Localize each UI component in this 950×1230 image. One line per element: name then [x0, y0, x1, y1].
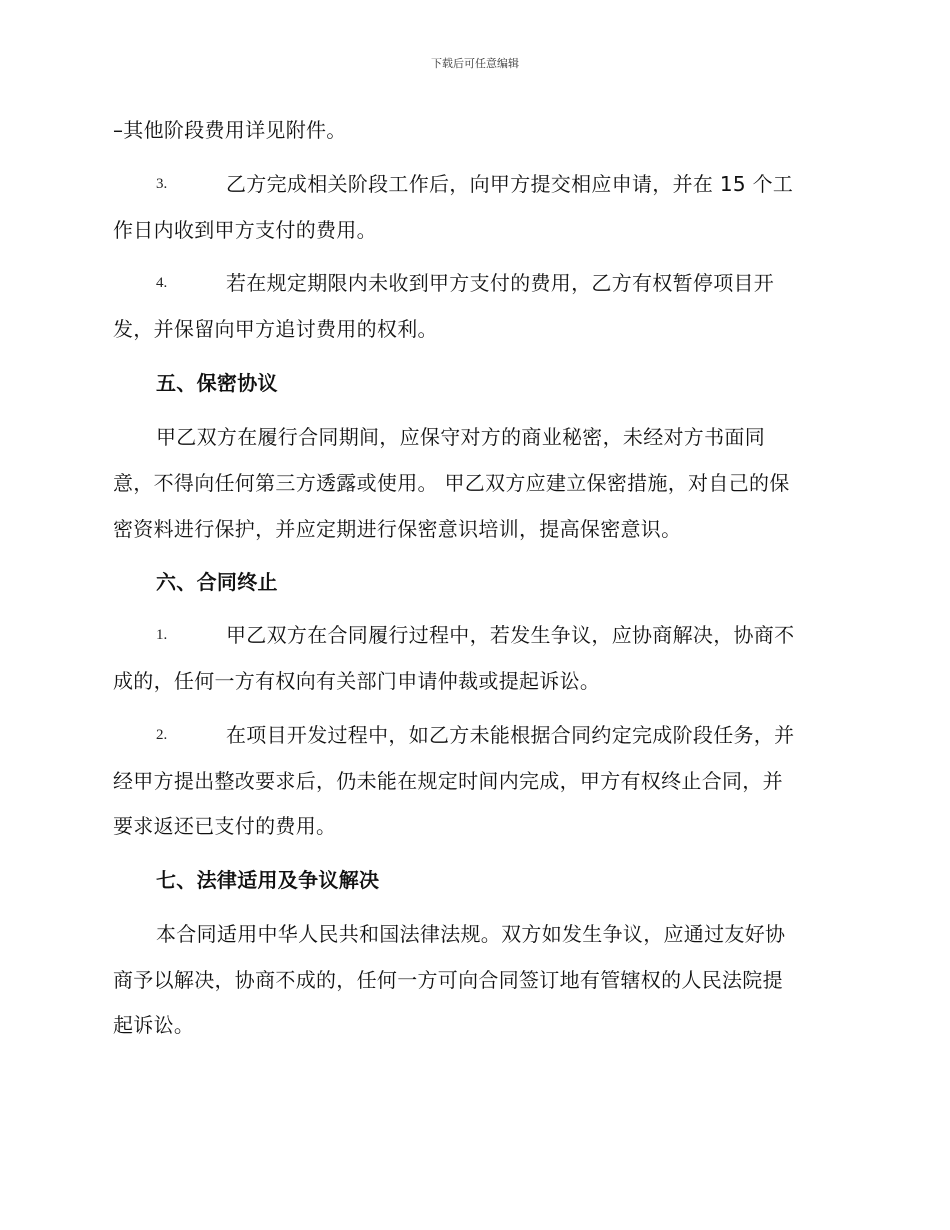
paragraph-line: 成的，任何一方有权向有关部门申请仲裁或提起诉讼。: [113, 669, 601, 693]
paragraph-line: 商予以解决，协商不成的，任何一方可向合同签订地有管辖权的人民法院提: [113, 968, 783, 992]
paragraph-line: 乙方完成相关阶段工作后，向甲方提交相应申请，并在 15 个工: [226, 172, 794, 196]
paragraph-line: –其他阶段费用详见附件。: [113, 118, 347, 142]
paragraph-line: 若在规定期限内未收到甲方支付的费用，乙方有权暂停项目开: [226, 271, 775, 295]
paragraph-line: 经甲方提出整改要求后，仍未能在规定时间内完成，甲方有权终止合同，并: [113, 769, 783, 793]
section-heading: 五、保密协议: [156, 371, 278, 395]
paragraph-line: 作日内收到甲方支付的费用。: [113, 218, 377, 242]
section-heading: 六、合同终止: [156, 570, 278, 594]
list-number: 2.: [156, 727, 168, 743]
list-number: 3.: [156, 176, 168, 192]
paragraph-line: 要求返还已支付的费用。: [113, 814, 337, 838]
section-heading: 七、法律适用及争议解决: [156, 868, 380, 892]
paragraph-line: 意，不得向任何第三方透露或使用。 甲乙双方应建立保密措施，对自己的保: [113, 471, 790, 495]
paragraph-line: 发，并保留向甲方追讨费用的权利。: [113, 317, 438, 341]
paragraph-line: 本合同适用中华人民共和国法律法规。双方如发生争议，应通过友好协: [156, 922, 786, 946]
paragraph-line: 起诉讼。: [113, 1013, 195, 1037]
paragraph-line: 甲乙双方在履行合同期间，应保守对方的商业秘密，未经对方书面同: [156, 425, 765, 449]
paragraph-line: 在项目开发过程中，如乙方未能根据合同约定完成阶段任务，并: [226, 723, 795, 747]
paragraph-line: 密资料进行保护，并应定期进行保密意识培训，提高保密意识。: [113, 517, 682, 541]
page-header: 下载后可任意编辑: [431, 57, 519, 70]
list-number: 1.: [156, 627, 168, 643]
list-number: 4.: [156, 275, 168, 291]
paragraph-line: 甲乙双方在合同履行过程中，若发生争议，应协商解决，协商不: [226, 623, 795, 647]
